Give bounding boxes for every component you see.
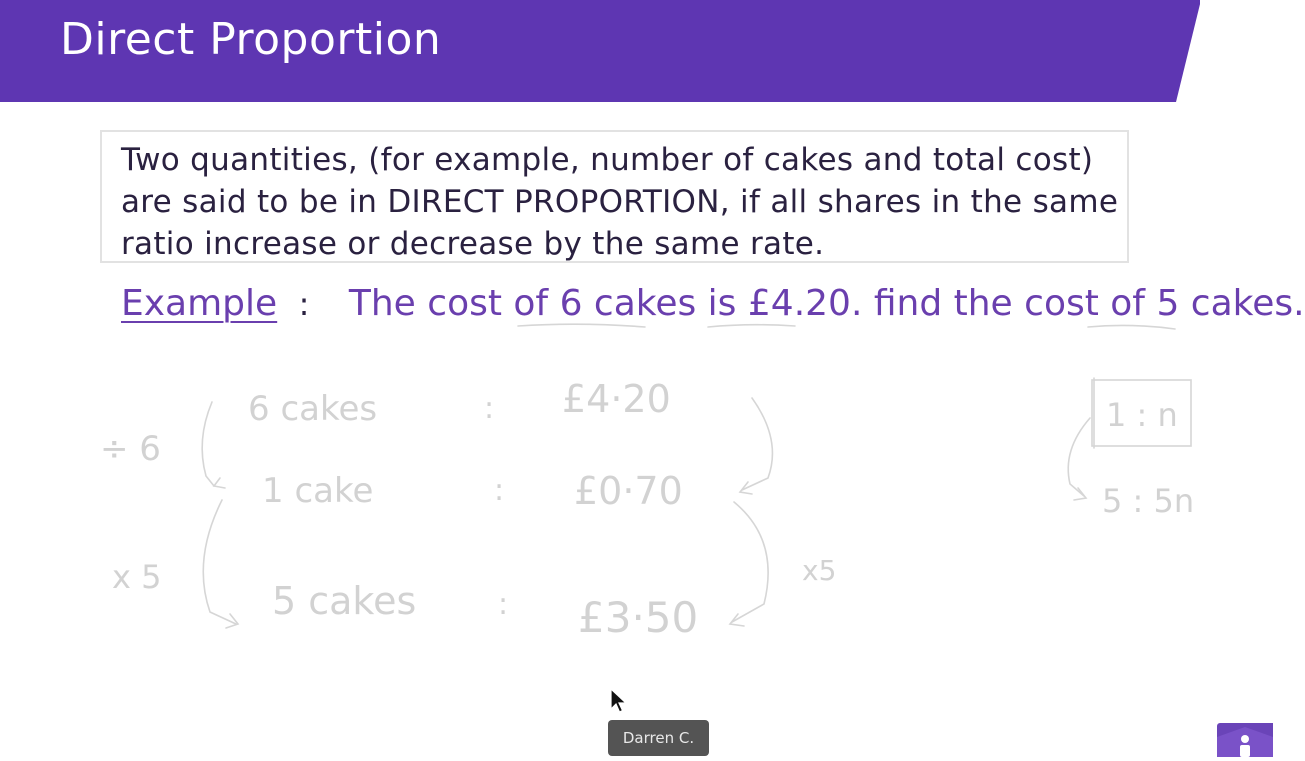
underline-5-cakes	[1088, 325, 1175, 329]
ratio-result-text: 5 : 5n	[1102, 482, 1195, 520]
row3-right-value: £3·50	[578, 593, 699, 642]
left-arrow-bottom	[203, 500, 236, 624]
example-cost-4-20: £4.20	[747, 283, 851, 324]
example-text-2: is	[696, 283, 748, 324]
row1-right-value: £4·20	[562, 377, 671, 421]
row2-right-value: £0·70	[574, 469, 683, 513]
example-text-4: .	[1293, 283, 1305, 324]
multiply-by-5-label: x 5	[112, 558, 162, 596]
ratio-box-text: 1 : n	[1106, 396, 1178, 434]
right-arrow-top	[742, 398, 772, 490]
left-arrow-top	[202, 402, 214, 486]
example-quantity-6-cakes: 6 cakes	[559, 283, 697, 324]
right-arrowhead-top	[740, 482, 752, 494]
ratio-arrowhead	[1074, 488, 1086, 500]
right-arrow-bottom	[732, 502, 768, 622]
example-separator: :	[298, 285, 310, 323]
row3-left-label: 5 cakes	[272, 579, 417, 623]
page-title: Direct Proportion	[60, 14, 442, 65]
row1-left-label: 6 cakes	[248, 389, 378, 429]
presenter-name-tag: Darren C.	[608, 720, 709, 756]
info-person-icon	[1217, 723, 1273, 757]
example-text-3: . find the cost of	[850, 283, 1157, 324]
row3-separator: :	[498, 587, 509, 622]
ratio-box	[1092, 380, 1191, 446]
row2-left-label: 1 cake	[262, 471, 374, 511]
brand-logo-badge	[1217, 723, 1273, 757]
mouse-pointer-icon	[610, 688, 628, 714]
definition-line-3: ratio increase or decrease by the same rate.	[121, 226, 825, 262]
row2-separator: :	[494, 473, 505, 508]
left-arrowhead-top	[214, 478, 225, 488]
example-label: Example	[121, 283, 278, 324]
definition-line-1: Two quantities, (for example, number of cakes and total cost)	[121, 142, 1094, 178]
divide-by-6-label: ÷ 6	[100, 429, 161, 469]
underline-6-cakes	[518, 324, 645, 327]
underline-4-20	[708, 325, 795, 327]
example-text-1: The cost of	[348, 283, 560, 324]
row1-separator: :	[484, 391, 495, 426]
example-question	[121, 283, 1305, 324]
example-quantity-5-cakes: 5 cakes	[1156, 283, 1294, 324]
ratio-arrow	[1068, 418, 1090, 496]
multiply-by-5-right-label: x5	[802, 554, 837, 587]
right-arrowhead-bottom	[730, 614, 744, 626]
left-arrowhead-bottom	[226, 614, 238, 628]
definition-line-2: are said to be in DIRECT PROPORTION, if all shares in the same	[121, 184, 1119, 220]
